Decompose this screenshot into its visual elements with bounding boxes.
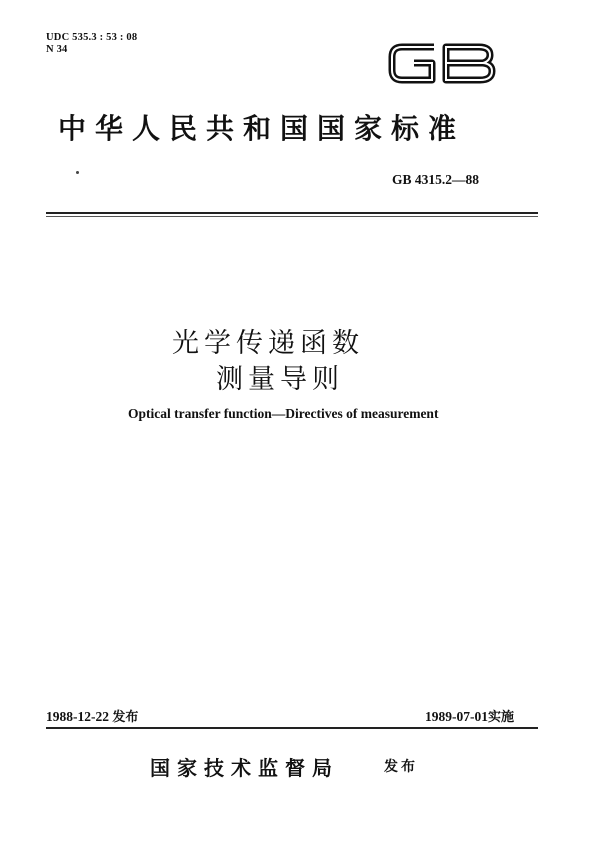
document-title-cn-line2: 测量导则	[216, 364, 344, 395]
document-title-cn-line1: 光学传递函数	[172, 328, 364, 359]
header-rule-thin	[46, 216, 538, 217]
standard-title: 中华人民共和国国家标准	[58, 112, 466, 145]
issue-date-label: 发布	[112, 710, 139, 725]
class-code: N 34	[46, 44, 68, 55]
document-title-en: Optical transfer function—Directives of measurement	[128, 406, 439, 421]
header-rule	[46, 212, 538, 214]
udc-code: UDC 535.3 : 53 : 08	[46, 32, 138, 43]
gb-logo	[384, 37, 500, 89]
issue-date-value: 1988-12-22	[46, 709, 109, 724]
publisher-suffix: 发布	[384, 759, 418, 775]
footer-rule	[46, 727, 538, 729]
issue-date	[46, 706, 138, 725]
implementation-date	[425, 706, 514, 725]
dot-mark	[76, 171, 79, 174]
implementation-date-label: 实施	[488, 710, 515, 725]
udc-classification	[46, 32, 137, 56]
publisher-name: 国家技术监督局	[150, 756, 339, 780]
implementation-date-value: 1989-07-01	[425, 709, 488, 724]
standard-number: GB 4315.2—88	[392, 172, 480, 187]
